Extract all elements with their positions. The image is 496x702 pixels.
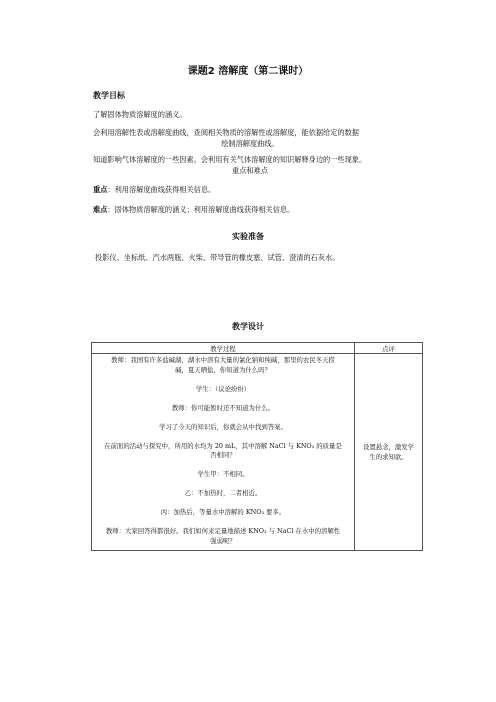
process-line: 学生：（议论纷纷） xyxy=(195,384,251,393)
goals-heading: 教学目标 xyxy=(93,91,125,100)
process-line xyxy=(98,375,348,385)
page-title: 课题2 溶解度（第二课时） xyxy=(187,66,309,77)
process-line xyxy=(98,413,348,423)
design-heading: 教学设计 xyxy=(232,322,264,331)
process-line: 学习了今天的知识后，你就会从中找到答案。 xyxy=(159,422,287,431)
preparation-heading: 实验准备 xyxy=(232,232,264,241)
process-line xyxy=(98,499,348,509)
process-line: 学生甲：不相同。 xyxy=(197,470,249,478)
difficulty-text: ：固体物质溶解度的涵义；利用溶解度曲线获得相关信息。 xyxy=(107,205,295,214)
comment-line: 生的求知欲。 xyxy=(369,453,408,461)
process-line xyxy=(98,480,348,490)
process-line xyxy=(98,394,348,404)
difficulty-point xyxy=(93,204,294,215)
process-line: 碱，夏天晒盐，你知道为什么吗？ xyxy=(175,365,271,374)
table-row xyxy=(92,354,423,551)
process-line: 教师：你可能暂时还不知道为什么。 xyxy=(171,403,275,412)
process-line: 丙：加热后，等量水中溶解的 KNO₃ 要多。 xyxy=(160,508,286,516)
table-header-row xyxy=(92,343,423,354)
goal-line-4: 知道影响气体溶解度的一些因素。会利用有关气体溶解度的知识解释身边的一些现象。 xyxy=(93,155,367,164)
preparation-text: 投影仪、坐标纸、汽水两瓶、火柴、带导管的橡皮塞、试管、澄清的石灰水。 xyxy=(95,253,340,262)
header-comment: 点评 xyxy=(355,343,423,354)
process-cell xyxy=(92,354,355,551)
key-point-text: ：利用溶解度曲线获得相关信息。 xyxy=(107,185,216,194)
process-line xyxy=(98,432,348,442)
comment-cell xyxy=(355,354,423,551)
comment-line: 设置悬念，激发学 xyxy=(362,443,415,451)
process-line xyxy=(98,518,348,528)
goal-line-2: 会利用溶解性表或溶解度曲线，查阅相关物质的溶解性或溶解度，能依据给定的数据 xyxy=(93,128,359,137)
teaching-design-table xyxy=(91,342,423,551)
process-line xyxy=(98,461,348,471)
keypoints-subheading: 重点和难点 xyxy=(232,166,268,175)
process-line: 教师：大家回答得都很好。我们如何来定量地描述 KNO₃ 与 NaCl 在水中的溶解性 xyxy=(105,527,341,535)
process-line: 教师：我国有许多盐碱湖，湖水中溶有大量的氯化钠和纯碱，那里的农民冬天捞 xyxy=(111,356,335,364)
goal-line-3: 绘制溶解度曲线。 xyxy=(221,139,279,148)
process-line: 强弱呢？ xyxy=(210,536,236,545)
header-process: 教学过程 xyxy=(92,343,355,354)
process-line: 乙：不加热时，二者相近。 xyxy=(184,489,262,497)
process-line: 在前面的活动与探究中，所用的水均为 20 mL，其中溶解 NaCl 与 KNO₃ 的质量是 xyxy=(104,441,342,450)
process-line: 否相同？ xyxy=(210,451,236,459)
goal-line-1: 了解固体物质溶解度的涵义。 xyxy=(93,110,187,119)
key-point-label: 重点 xyxy=(93,185,108,194)
difficulty-label: 难点 xyxy=(93,205,108,214)
key-point xyxy=(93,184,215,195)
